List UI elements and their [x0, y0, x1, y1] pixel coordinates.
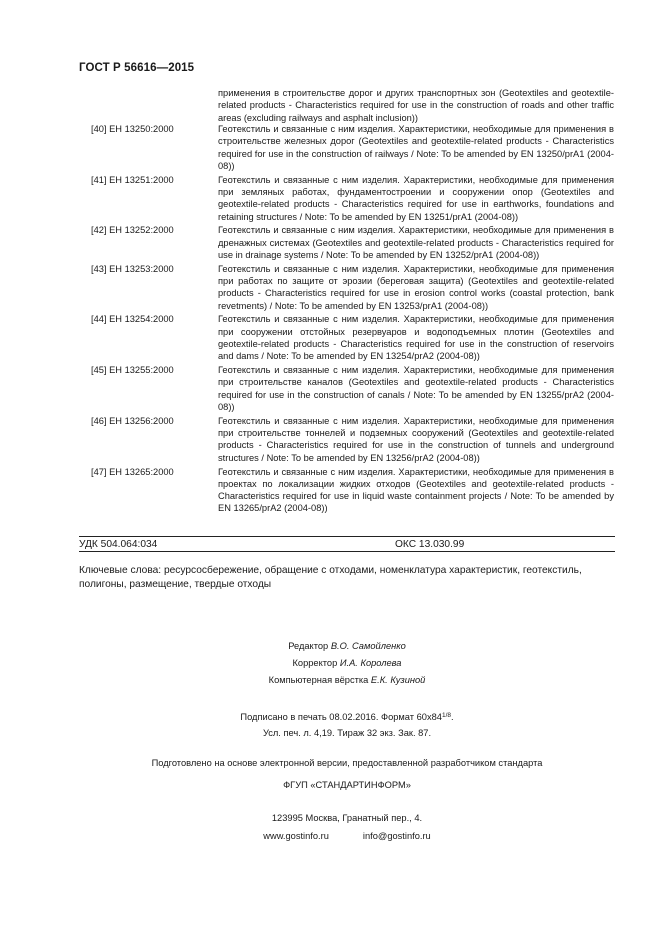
bibliography-entry	[91, 466, 614, 515]
reference-code: [44] EH 13254:2000	[91, 314, 174, 325]
reference-code: [43] EH 13253:2000	[91, 263, 174, 274]
reference-text: Геотекстиль и связанные с ним изделия. Характеристики, необходимые для применения в проектах по локализации жидких отходов (Geotextiles and geotextile-related products - Characteristics required for use in liquid waste containment projects / Note: To be amended by EN 13265/prA2 (2004-08))	[218, 466, 614, 514]
layout-name: Е.К. Кузиной	[370, 675, 426, 685]
bibliography-entry	[91, 263, 614, 312]
layout-label: Компьютерная вёрстка	[268, 675, 369, 685]
reference-continuation-text: применения в строительстве дорог и других транспортных зон (Geotextiles and geotextile-related products - Characteristics required for use in the construction of roads and other traffic areas (excluding railways and asphalt inclusion))	[218, 88, 614, 123]
bibliography-entry	[91, 224, 614, 261]
divider-bottom	[79, 551, 615, 552]
print-info: Усл. печ. л. 4,19. Тираж 32 экз. Зак. 87.	[262, 728, 432, 738]
standard-id-header: ГОСТ Р 56616—2015	[79, 62, 195, 74]
editor-name: В.О. Самойленко	[330, 641, 406, 651]
bibliography-entry	[91, 313, 614, 362]
bibliography-entry	[91, 415, 614, 464]
reference-code: [40] EH 13250:2000	[91, 124, 174, 134]
contacts-line	[79, 830, 615, 842]
reference-code: [46] EH 13256:2000	[91, 415, 174, 426]
editor-label: Редактор	[288, 641, 329, 651]
reference-text: Геотекстиль и связанные с ним изделия. Характеристики, необходимые для применения при земляных работах, фундаментостроении и сооружении опор (Geotextiles and geotextile-related products - Characteristics required for use in earthworks, foundations and retaining structures / Note: To be amended by EN 13251/prA1 (2004-08))	[218, 174, 614, 222]
format-fraction: 1/8	[441, 712, 451, 719]
publisher-address: 123995 Москва, Гранатный пер., 4.	[271, 813, 423, 823]
prepared-by: Подготовлено на основе электронной версии, предоставленной разработчиком стандарта	[151, 758, 543, 768]
layout-line	[79, 674, 615, 686]
reference-code: [47] EH 13265:2000	[91, 466, 174, 477]
bibliography-entry	[91, 123, 614, 172]
bibliography-list	[91, 123, 614, 516]
publisher: ФГУП «СТАНДАРТИНФОРМ»	[283, 780, 411, 790]
reference-text: Геотекстиль и связанные с ним изделия. Характеристики, необходимые для применения при строительстве каналов (Geotextiles and geotextile-related products - Characteristics required for use in the construction of canals / Note: To be amended by EN 13255/prA2 (2004-08))	[218, 365, 614, 413]
udk-code: УДК 504.064:034	[79, 539, 158, 550]
keywords: Ключевые слова: ресурсосбережение, обращение с отходами, номенклатура характеристик, геотекстиль, полигоны, размещение, твердые отходы	[79, 565, 582, 590]
corrector-line	[79, 657, 615, 669]
bibliography-entry	[91, 364, 614, 413]
email-link[interactable]: info@gostinfo.ru	[362, 831, 431, 841]
bibliography-entry	[91, 174, 614, 223]
corrector-name: И.А. Королева	[339, 658, 402, 668]
oks-code: ОКС 13.030.99	[395, 539, 465, 550]
reference-text: Геотекстиль и связанные с ним изделия. Характеристики, необходимые для применения при работах по защите от эрозии (береговая защита) (Geotextiles and geotextile-related products - Characteristics required for use in erosion control works (coastal protection, bank revetments) / Note: To be amended by EN 13253/prA1 (2004-08))	[218, 263, 614, 311]
website-link[interactable]: www.gostinfo.ru	[263, 831, 329, 841]
reference-text: Геотекстиль и связанные с ним изделия. Характеристики, необходимые для применения в строительстве железных дорог (Geotextiles and geotextile-related products - Characteristics required for use in the construction of railways / Note: To be amended by EN 13250/prA1 (2004-08))	[218, 124, 614, 171]
reference-code: [41] EH 13251:2000	[91, 174, 174, 185]
divider-top	[79, 536, 615, 537]
reference-text: Геотекстиль и связанные с ним изделия. Характеристики, необходимые для применения при строительстве тоннелей и подземных сооружений (Geotextiles and geotextile-related products - Characteristics required for use in the construction of tunnels and underground structures / Note: To be amended by EN 13256/prA2 (2004-08))	[218, 415, 614, 463]
signed-text: Подписано в печать 08.02.2016. Формат 60x84	[240, 712, 442, 722]
reference-code: [42] EH 13252:2000	[91, 225, 174, 236]
editor-line	[79, 640, 615, 652]
signed-line: Подписано в печать 08.02.2016. Формат $60x84^{1/8}$.	[240, 712, 454, 722]
reference-code: [45] EH 13255:2000	[91, 365, 174, 376]
reference-text: Геотекстиль и связанные с ним изделия. Характеристики, необходимые для применения при сооружении отстойных резервуаров и водоподъемных плотин (Geotextiles and geotextile-related products - Characteristics required for use in the construction of reservoirs and dams / Note: To be amended by EN 13254/prA2 (2004-08))	[218, 314, 614, 362]
reference-text: Геотекстиль и связанные с ним изделия. Характеристики, необходимые для применения в дренажных системах (Geotextiles and geotextile-related products - Characteristics required for use in drainage systems / Note: To be amended by EN 13252/prA1 (2004-08))	[218, 225, 614, 260]
corrector-label: Корректор	[292, 658, 338, 668]
